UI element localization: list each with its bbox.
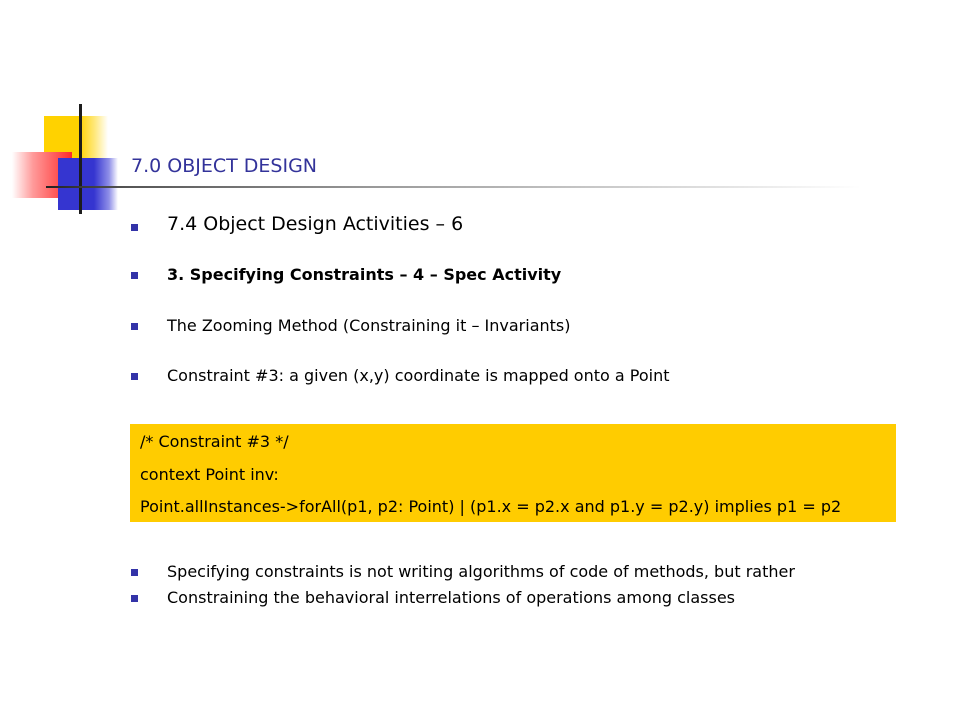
note-item-constraining: Constraining the behavioral interrelations of operations among classes [167, 588, 736, 607]
code-expression-line: Point.allInstances->forAll(p1, p2: Point) | (p1.x = p2.x and p1.y = p2.y) implies p1 = p2 [140, 497, 842, 516]
title-underline [46, 186, 861, 188]
bullet-item-constraint: Constraint #3: a given (x,y) coordinate is mapped onto a Point [167, 366, 670, 385]
bullet-marker [131, 569, 138, 576]
logo-blue-square [58, 158, 118, 210]
logo-vertical-line [79, 104, 82, 214]
bullet-marker [131, 323, 138, 330]
bullet-item-method: The Zooming Method (Constraining it – Invariants) [167, 316, 571, 335]
bullet-marker [131, 595, 138, 602]
ocl-code-box [130, 424, 896, 522]
bullet-marker [131, 224, 138, 231]
bullet-item-subheading: 3. Specifying Constraints – 4 – Spec Activity [167, 265, 562, 284]
code-comment-line: /* Constraint #3 */ [140, 432, 289, 451]
slide-title: 7.0 OBJECT DESIGN [131, 155, 318, 177]
bullet-marker [131, 373, 138, 380]
code-context-line: context Point inv: [140, 465, 279, 484]
note-item-specifying: Specifying constraints is not writing algorithms of code of methods, but rather [167, 562, 795, 581]
bullet-marker [131, 272, 138, 279]
bullet-item-heading: 7.4 Object Design Activities – 6 [167, 213, 464, 235]
